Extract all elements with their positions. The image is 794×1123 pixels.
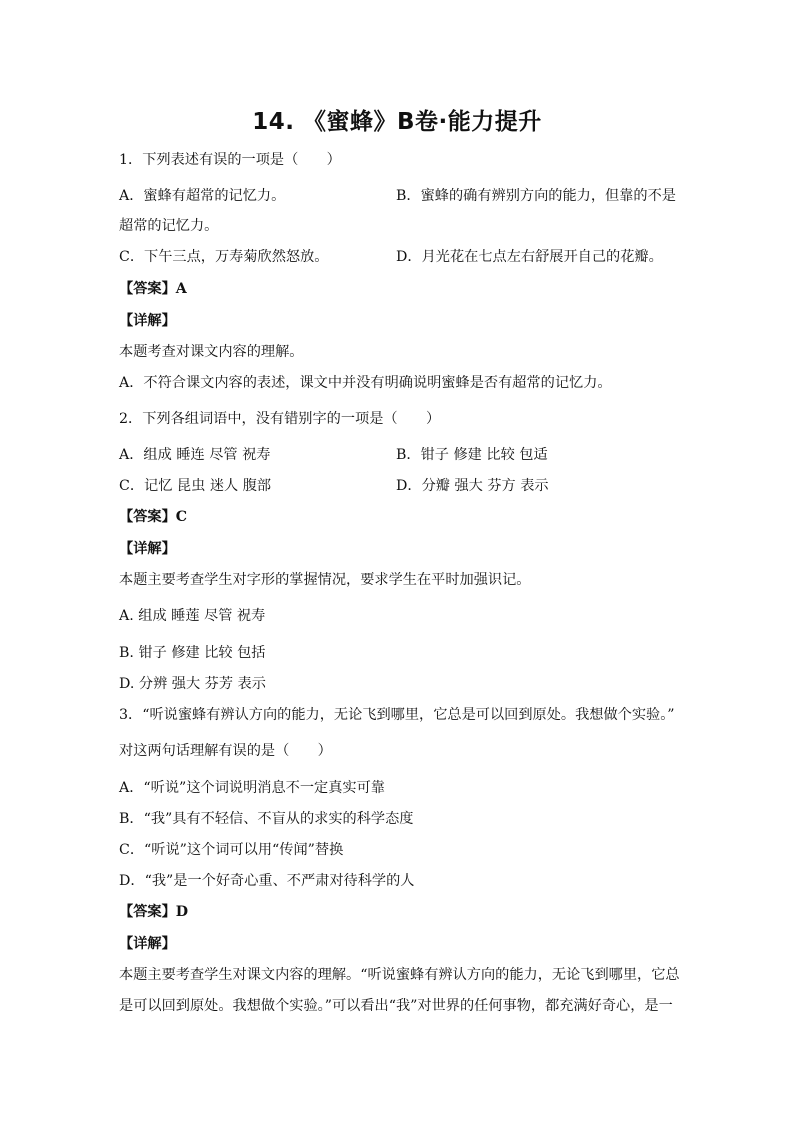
q1-stem: 1．下列表述有误的一项是（ ） — [119, 152, 341, 168]
q2-detail-item: A. 组成 睡莲 尽管 祝寿 — [119, 608, 266, 624]
q3-option-c: C．“听说”这个词可以用“传闻”替换 — [119, 842, 344, 858]
q3-option-a: A．“听说”这个词说明消息不一定真实可靠 — [119, 780, 385, 796]
q2-stem: 2．下列各组词语中，没有错别字的一项是（ ） — [119, 411, 441, 427]
q2-detail-text: 本题主要考查学生对字形的掌握情况，要求学生在平时加强识记。 — [119, 572, 531, 588]
q1-option-b: B．蜜蜂的确有辨别方向的能力，但靠的不是 — [396, 188, 676, 204]
q2-option-a: A．组成 睡连 尽管 祝寿 — [119, 447, 271, 463]
q3-detail-text: 是可以回到原处。我想做个实验。”可以看出“我”对世界的任何事物，都充满好奇心，是一 — [119, 998, 673, 1014]
q2-option-c: C．记忆 昆虫 迷人 腹部 — [119, 478, 272, 494]
q3-detail-text: 本题主要考查学生对课文内容的理解。“听说蜜蜂有辨认方向的能力，无论飞到哪里，它总 — [119, 967, 680, 983]
q3-detail-label: 【详解】 — [119, 936, 176, 952]
q1-answer: 【答案】A — [119, 281, 187, 297]
q2-option-d: D．分瓣 强大 芬方 表示 — [396, 478, 549, 494]
q2-answer: 【答案】C — [119, 509, 188, 525]
q3-answer: 【答案】D — [119, 904, 189, 920]
q1-option-b-cont: 超常的记忆力。 — [119, 218, 219, 234]
q3-stem-cont: 对这两句话理解有误的是（ ） — [119, 743, 332, 759]
q2-option-b: B．钳子 修建 比较 包适 — [396, 447, 548, 463]
q1-detail-label: 【详解】 — [119, 313, 176, 329]
q1-option-c: C．下午三点，万寿菊欣然怒放。 — [119, 249, 329, 265]
q2-detail-label: 【详解】 — [119, 541, 176, 557]
q2-detail-item: D. 分辨 强大 芬芳 表示 — [119, 676, 266, 692]
q2-detail-item: B. 钳子 修建 比较 包括 — [119, 645, 266, 661]
page-title: 14. 《蜜蜂》B卷·能力提升 — [252, 109, 542, 135]
q3-option-b: B．“我”具有不轻信、不盲从的求实的科学态度 — [119, 811, 414, 827]
q3-option-d: D．“我”是一个好奇心重、不严肃对待科学的人 — [119, 873, 415, 889]
q1-option-d: D．月光花在七点左右舒展开自己的花瓣。 — [396, 249, 663, 265]
q1-detail-text: A．不符合课文内容的表述，课文中并没有明确说明蜜蜂是否有超常的记忆力。 — [119, 375, 612, 391]
q3-stem: 3．“听说蜜蜂有辨认方向的能力，无论飞到哪里，它总是可以回到原处。我想做个实验。” — [119, 707, 675, 723]
q1-detail-text: 本题考查对课文内容的理解。 — [119, 344, 304, 360]
q1-option-a: A．蜜蜂有超常的记忆力。 — [119, 188, 286, 204]
